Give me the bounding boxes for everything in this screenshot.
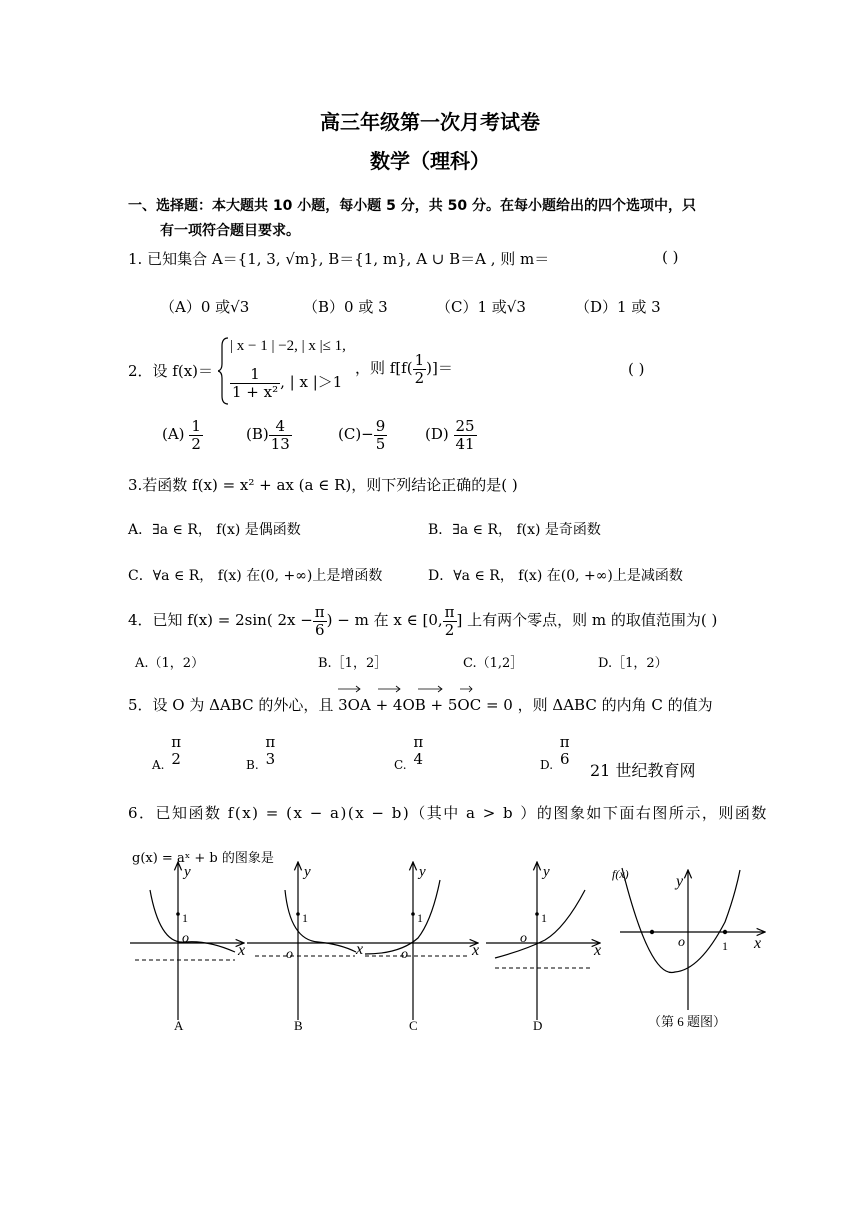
graph-b-origin: o — [286, 947, 293, 962]
section-heading-line2: 有一项符合题目要求。 — [160, 223, 300, 239]
graph-fx-y: y — [676, 873, 684, 890]
q1-option-d: （D）1 或 3 — [575, 298, 661, 316]
q3-stem: 3.若函数 f(x) = x² + ax (a ∈ R)，则下列结论正确的是( ) — [128, 476, 518, 494]
graph-a-origin: o — [182, 931, 189, 946]
arrow-oa — [338, 686, 360, 692]
q3-option-c: C．∀a ∈ R， f(x) 在(0, +∞)上是增函数 — [128, 568, 383, 584]
graph-c-one: 1 — [417, 911, 423, 925]
q2-mid: ，则 f[f( — [355, 359, 413, 377]
graph-c — [360, 862, 478, 1020]
q1-option-a: （A）0 或√3 — [160, 298, 250, 316]
q5-option-c-den: 4 — [413, 749, 424, 768]
q3-option-b: B．∃a ∈ R， f(x) 是奇函数 — [428, 522, 601, 538]
arrow-ob — [378, 686, 400, 692]
q4-pi-1: π — [314, 603, 325, 621]
q2-end: )]＝ — [426, 359, 453, 377]
graph-c-origin: o — [401, 947, 408, 962]
graph-b-one: 1 — [302, 911, 308, 925]
q6-graphs — [0, 850, 860, 1050]
graph-d — [486, 862, 600, 1020]
q3-option-a: A．∃a ∈ R， f(x) 是偶函数 — [128, 522, 301, 538]
q2-option-b — [246, 418, 292, 452]
q4-option-c: C.（1,2］ — [463, 656, 524, 671]
graph-c-label: C — [409, 1018, 418, 1033]
q2-option-a-den: 2 — [191, 434, 201, 453]
graph-d-one: 1 — [541, 911, 547, 925]
page-subtitle: 数学（理科） — [370, 149, 490, 173]
arrow-oc — [418, 686, 442, 692]
q2-brace — [218, 336, 230, 406]
q4-stem-b: ) − m 在 x ∈ [0, — [326, 611, 443, 629]
graph-a-x: x — [238, 942, 246, 959]
graph-d-origin: o — [520, 931, 527, 946]
q2-case1: | x − 1 | −2, | x |≤ 1, — [230, 338, 346, 354]
graph-a-y: y — [184, 864, 191, 880]
q5-option-b-den: 3 — [265, 749, 276, 768]
q2-option-c-num: 9 — [375, 417, 386, 435]
q4-option-d: D.［1，2） — [598, 656, 668, 671]
q6-stem2: g(x) = aˣ + b 的图象是 — [132, 851, 274, 866]
q5-option-a-num: π — [171, 733, 182, 751]
graph-a-one: 1 — [182, 911, 188, 925]
q4-two: 2 — [444, 620, 455, 639]
q2-option-c — [338, 418, 387, 452]
q2-case2-den: 1 + x² — [232, 382, 279, 401]
graph-d-y: y — [543, 864, 550, 880]
q4-option-a: A.（1，2） — [135, 656, 205, 671]
graph-c-x: x — [356, 941, 364, 958]
q5-stem: 5．设 O 为 ΔABC 的外心，且 3OA + 4OB + 5OC = 0 ，则 ΔABC 的内角 C 的值为 — [128, 696, 713, 714]
q2-option-c-den: 5 — [375, 434, 386, 453]
watermark-text: 21 世纪教育网 — [590, 761, 696, 780]
q5-option-d-den: 6 — [559, 749, 570, 768]
q5-option-a-den: 2 — [171, 749, 181, 768]
graph-b — [247, 862, 360, 1020]
graph-b-y: y — [304, 864, 311, 880]
q2-prefix: 2．设 f(x)＝ — [128, 362, 214, 380]
arrow-zero — [460, 686, 472, 692]
q3-option-d: D．∀a ∈ R， f(x) 在(0, +∞)上是减函数 — [428, 568, 683, 584]
q2-answer-paren: ( ) — [628, 360, 645, 378]
q2-option-d — [425, 418, 477, 452]
graph-fx-origin: o — [678, 935, 685, 950]
q1-stem: 1. 已知集合 A＝{1, 3, √m}, B＝{1, m}, A ∪ B＝A , 则 m＝ — [128, 250, 550, 268]
q1-answer-paren: ( ) — [662, 248, 679, 266]
graph-d-label: D — [533, 1018, 543, 1033]
q2-case2 — [230, 366, 342, 400]
page-title: 高三年级第一次月考试卷 — [320, 110, 540, 134]
q2-half-num: 1 — [414, 351, 425, 369]
q2-option-d-num: 25 — [455, 417, 475, 435]
graph-fx — [620, 868, 765, 1010]
graph-fx-caption: （第 6 题图） — [648, 1014, 727, 1029]
q1-option-b: （B）0 或 3 — [303, 298, 388, 316]
q2-expression — [355, 352, 453, 386]
q2-option-d-den: 41 — [455, 434, 475, 453]
q2-option-d-label: (D) — [425, 425, 449, 443]
graph-a-label: A — [174, 1018, 184, 1033]
q4-pi-2: π — [444, 603, 455, 621]
q2-option-a-num: 1 — [191, 417, 201, 435]
graph-fx-x: x — [754, 935, 762, 952]
q5-option-c — [394, 733, 425, 772]
q2-option-a — [162, 418, 203, 452]
q5-option-a-label: A. — [152, 757, 165, 772]
q5-option-b — [246, 733, 277, 772]
q4-stem-a: 4．已知 f(x) = 2sin( 2x − — [128, 611, 313, 629]
q4-option-b: B.［1，2］ — [318, 656, 388, 671]
graph-c-y: y — [419, 864, 426, 880]
q2-option-b-label: (B) — [246, 425, 269, 443]
q5-option-d-label: D. — [540, 757, 554, 772]
q5-option-d-num: π — [559, 733, 570, 751]
q5-option-b-num: π — [265, 733, 276, 751]
graph-b-label: B — [294, 1018, 303, 1033]
q5-option-c-label: C. — [394, 757, 407, 772]
graph-fx-one: 1 — [722, 939, 728, 953]
q6-stem: 6．已知函数 f(x) = (x − a)(x − b)（其中 a > b ）的图象如下面右图所示，则函数 — [128, 804, 768, 822]
q2-half-den: 2 — [414, 368, 425, 387]
section-heading-line1: 一、选择题：本大题共 10 小题，每小题 5 分，共 50 分。在每小题给出的四个选项中，只 — [128, 198, 696, 214]
q2-case2-cond: , | x |＞1 — [280, 373, 343, 391]
q4-stem-c: ] 上有两个零点，则 m 的取值范围为( ) — [456, 611, 718, 629]
graph-c-x2: x — [472, 942, 480, 959]
graph-d-x: x — [594, 942, 602, 959]
q5-vector-arrows — [330, 684, 490, 694]
q2-case2-num: 1 — [230, 366, 280, 384]
q4-stem — [128, 604, 717, 638]
q5-option-d — [540, 733, 572, 772]
q1-option-c: （C）1 或√3 — [436, 298, 526, 316]
q2-option-a-label: (A) — [162, 425, 185, 443]
q2-option-c-label: (C)− — [338, 425, 374, 443]
graph-fx-label: f(x) — [612, 867, 629, 881]
q2-option-b-num: 4 — [269, 418, 292, 436]
q5-option-b-label: B. — [246, 757, 259, 772]
q5-option-a — [152, 733, 183, 772]
q5-option-c-num: π — [413, 733, 424, 751]
q2-option-b-den: 13 — [270, 434, 290, 453]
q4-six: 6 — [314, 620, 325, 639]
